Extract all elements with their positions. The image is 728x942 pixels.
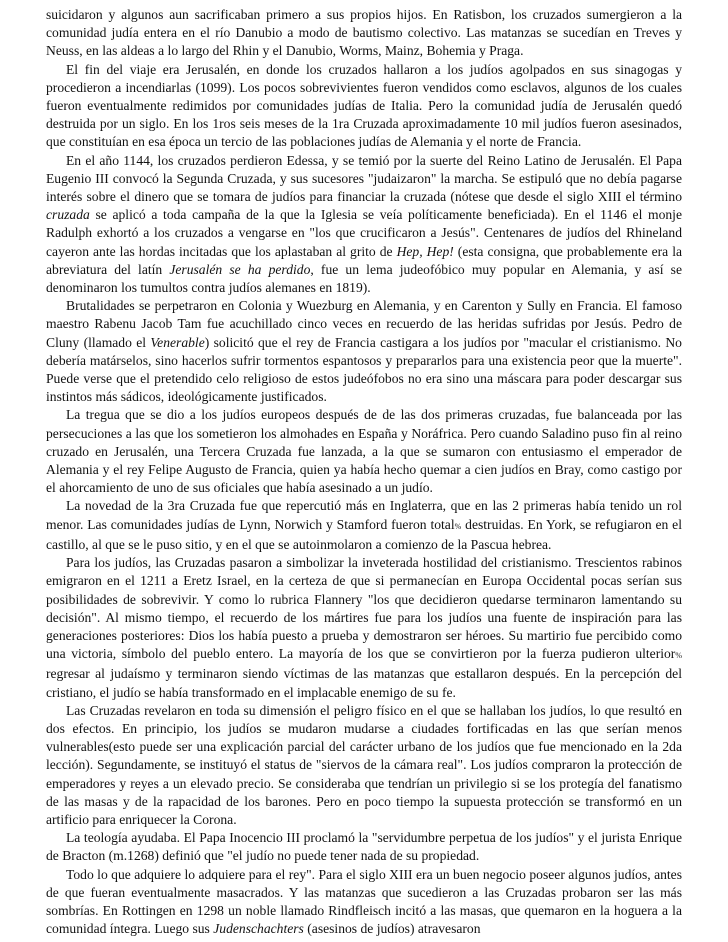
paragraph-text: La tregua que se dio a los judíos europeos después de de las dos primeras cruzadas, fue balanceada por las persecuciones a las que los sometieron los almohades en España y Noráfrica. Pero cuando Saladino puso fin al reino cruzado en Jerusalén, una Tercera Cruzada fue lanzada, a la que se sumaron con entusiasmo el emperador de Alemania y el rey Felipe Augusto de Francia, quien ya había hecho quemar a cien judíos en Bray, como castigo por el ahorcamiento de uno de sus oficiales que había asesinado a un judío. <box>46 407 682 496</box>
paragraph-text: Para los judíos, las Cruzadas pasaron a simbolizar la inveterada hostilidad del cristianismo. Trescientos rabinos emigraron en el 1211 a Eretz Israel, en la certeza de que si permanecían en Europa Occidental pocas serían sus posibilidades de sobrevivir. Y como lo rubrica Flannery "los que decidieron quedarse terminaron lamentando su decisión". Al mismo tiempo, el recuerdo de los mártires fue para los judíos una fuente de inspiración para las generaciones posteriores: Dios los había puesto a prueba y demostraron ser héroes. Su martirio fue percibido como una victoria, símbolo del pueblo entero. La mayoría de los que se convirtieron por la fuerza pudieron ulterior <box>46 555 682 662</box>
paragraph-text: Brutalidades se perpetraron en Colonia y Wuezburg en Alemania, y en Carenton y Sully en Francia. El famoso maestro Rabenu Jacob Tam fue acuchillado cinco veces en recuerdo de las heridas sufridas por Jesús. Pedro de Cluny (llamado el <box>46 298 682 350</box>
paragraph-text: El fin del viaje era Jerusalén, en donde los cruzados hallaron a los judíos agolpados en sus sinagogas y procedieron a incendiarlas (1099). Los pocos sobrevivientes fueron vendidos como esclavos, algunos de los cuales fueron eventualmente redimidos por comunidades judías de Italia. Pero la comunidad judía de Jerusalén quedó destruida por un siglo. En los 1ros seis meses de la 1ra Cruzada aproximadamente 10 mil judíos fueron asesinados, que constituían en esa época un tercio de las poblaciones judías de Alemania y el norte de Francia. <box>46 61 682 150</box>
paragraph-text: ) solicitó que el rey de Francia castigara a los judíos por "macular el cristianismo. No debería matárselos, sino hacerlos sufrir tormentos espantosos y prepararlos para una existencia peor que la muerte". Puede verse que el pretendido celo religioso de estos judeófobos no era sino una máscara para poder descargar sus instintos más sádicos, ideológicamente justificados. <box>46 334 682 405</box>
paragraph-text: En el año 1144, los cruzados perdieron Edessa, y se temió por la suerte del Reino Latino de Jerusalén. El Papa Eugenio III convocó la Segunda Cruzada, y sus sucesores "judaizaron" la marcha. Se estipuló que no debía pagarse interés sobre el dinero que se tomara de judíos para financiar la cruzada (nótese que desde el siglo XIII el término <box>46 152 682 205</box>
paragraph-text: Las Cruzadas revelaron en toda su dimensión el peligro físico en el que se hallaban los judíos, lo que resultó en dos efectos. En principio, los judíos se mudaron mudarse a ciudades fortificadas en las que serían menos vulnerables(esto puede ser una explicación parcial del carácter urbano de los judíos que fue mencionado en la 2da lección). Segundamente, se instituyó el status de "siervos de la cámara real". Los judíos compraron la protección de emperadores y reyes a un elevado precio. Se consideraba que tendrían un privilegio si se los protegía del fanatismo de las masas y de la rapacidad de los barones. Pero en poco tiempo la supuesta protección se transformó en un artificio para enriquecer la Corona. <box>46 702 682 827</box>
paragraph-text: se aplicó a toda campaña de la que la Iglesia se veía políticamente beneficiada). En el 1146 el monje Radulph exhortó a los cruzados a vengarse en "los que crucificaron a Jesús". Centenares de judíos del Rhineland cayeron ante las hordas incitadas que los aplastaban al grito de <box>46 207 682 259</box>
paragraph <box>46 406 682 497</box>
italic-term: Venerable <box>150 334 205 350</box>
italic-term: Judenschachters <box>213 921 304 937</box>
paragraph <box>46 829 682 865</box>
paragraph-text: , fue un lema judeofóbico muy popular en Alemania, y así se denominaron los tumultos contra judíos alemanes en 1819). <box>46 261 682 296</box>
italic-term: Hep, Hep! <box>396 243 454 259</box>
percent-symbol: % <box>675 651 682 661</box>
paragraph-text: suicidaron y algunos aun sacrificaban primero a sus propios hijos. En Ratisbon, los cruzados sumergieron a la comunidad judía entera en el río Danubio a modo de bautismo colectivo. Las matanzas se sucedían en Treves y Neuss, en las aldeas a lo largo del Rhin y el Danubio, Worms, Mainz, Bohemia y Praga. <box>46 7 682 59</box>
paragraph <box>46 554 682 702</box>
paragraph-text: La teología ayudaba. El Papa Inocencio III proclamó la "servidumbre perpetua de los judíos" y el jurista Enrique de Bracton (m.1268) definió que "el judío no puede tener nada de su propiedad. <box>46 830 682 864</box>
paragraph <box>46 497 682 554</box>
paragraph <box>46 866 682 939</box>
paragraph-text: (esta consigna, que probablemente era la abreviatura del latín <box>46 243 683 277</box>
paragraph-text: (asesinos de judíos) atravesaron <box>303 921 481 937</box>
italic-term: Jerusalén se ha perdido <box>169 261 311 277</box>
paragraph-text: La novedad de la 3ra Cruzada fue que repercutió más en Inglaterra, que en las 2 primeras había tenido un rol menor. Las comunidades judías de Lynn, Norwich y Stamford fueron total <box>46 498 682 532</box>
paragraph <box>46 61 682 152</box>
paragraph-text: regresar al judaísmo y terminaron siendo víctimas de las matanzas que estallaron después. En la percepción del cristiano, el judío se había transformado en el implacable enemigo de su fe. <box>46 666 682 700</box>
paragraph-text: destruidas. En York, se refugiaron en el castillo, al que se le puso sitio, y en el que se autoinmolaron a comienzo de la Pascua hebrea. <box>46 516 682 552</box>
paragraph-text: Todo lo que adquiere lo adquiere para el rey". Para el siglo XIII era un buen negocio poseer algunos judíos, antes de que fueran eventualmente masacrados. Y las matanzas que sucedieron a las Cruzadas probaron ser las más sombrías. En Rottingen en 1298 un noble llamado Rindfleisch incitó a las masas, que quemaron en la hoguera a la comunidad íntegra. Luego sus <box>46 866 682 937</box>
document-page <box>46 6 682 938</box>
paragraph <box>46 297 682 406</box>
percent-symbol: % <box>454 521 462 531</box>
paragraph <box>46 152 682 298</box>
italic-term: cruzada <box>46 207 90 223</box>
paragraph <box>46 702 682 829</box>
paragraph <box>46 6 682 61</box>
